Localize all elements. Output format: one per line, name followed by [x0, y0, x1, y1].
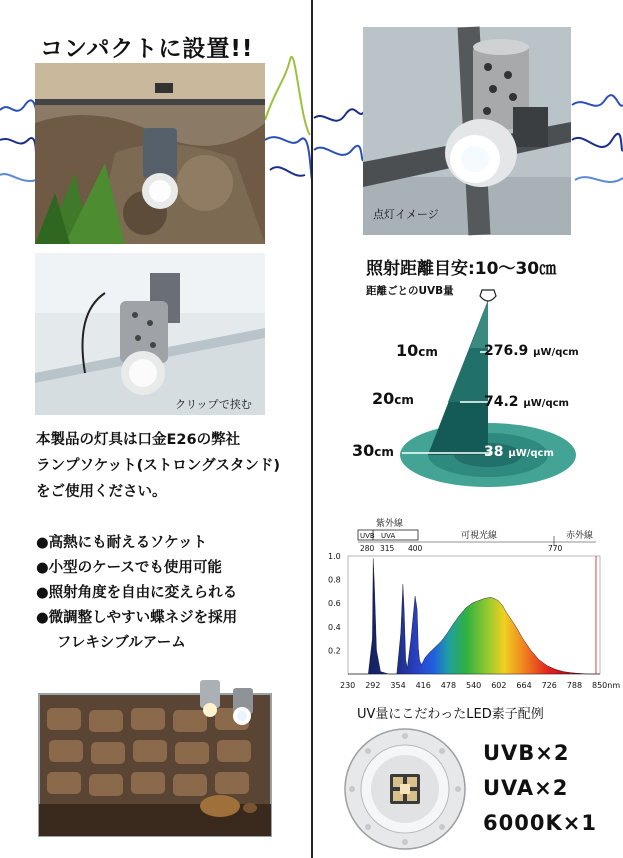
- x-tick-label: 850nm: [592, 681, 621, 690]
- x-tick-label: 726: [541, 681, 557, 690]
- feature-list: [36, 531, 308, 656]
- page-heading: コンパクトに設置!!: [40, 36, 254, 62]
- socket-note-line: 本製品の灯具は口金E26の弊社: [36, 432, 241, 448]
- band-tick-770: 770: [548, 544, 563, 553]
- band-label-uv: 紫外線: [376, 519, 404, 529]
- uvb-value-20: 74.2 μW/qcm: [484, 394, 569, 410]
- distance-label-30: 30cm: [352, 441, 394, 460]
- feature-item: ●高熱にも耐えるソケット: [36, 535, 207, 551]
- y-tick-label: 0.2: [328, 646, 341, 656]
- led-bulb-illustration: [342, 726, 468, 852]
- distance-subtitle: 距離ごとのUVB量: [366, 285, 454, 297]
- distance-label-20: 20cm: [372, 389, 414, 408]
- feature-item: ●微調整しやすい蝶ネジを採用: [36, 610, 238, 626]
- x-tick-label: 788: [566, 681, 583, 690]
- band-label-uva: UVA: [381, 532, 396, 540]
- socket-note: [36, 427, 308, 505]
- clip-caption: クリップで挟む: [175, 398, 252, 411]
- uvb-value-10: 276.9 μW/qcm: [484, 343, 579, 359]
- band-tick-280: 280: [360, 544, 375, 553]
- feature-item: フレキシブルアーム: [57, 635, 186, 651]
- x-tick-label: 540: [466, 681, 482, 690]
- band-tick-315: 315: [380, 544, 395, 553]
- feature-item: ●小型のケースでも使用可能: [36, 560, 222, 576]
- x-tick-label: 478: [440, 681, 457, 690]
- x-tick-label: 230: [340, 681, 356, 690]
- distance-label-10: 10cm: [396, 341, 438, 360]
- y-tick-label: 1.0: [328, 552, 341, 561]
- spectrum-area: [348, 558, 600, 674]
- spec-6000k: 6000K×1: [483, 811, 597, 835]
- band-label-uvb: UVB: [360, 532, 375, 540]
- spec-uvb: UVB×2: [483, 741, 570, 765]
- x-tick-label: 292: [365, 681, 381, 690]
- x-tick-label: 354: [390, 681, 406, 690]
- band-label-visible: 可視光線: [461, 531, 498, 541]
- spec-uva: UVA×2: [483, 776, 569, 800]
- socket-note-line: をご使用ください。: [36, 484, 167, 500]
- uvb-value-30: 38 μW/qcm: [484, 444, 554, 460]
- band-tick-400: 400: [408, 544, 423, 553]
- terrarium-tank-photo: [35, 680, 275, 840]
- x-tick-label: 416: [415, 681, 431, 690]
- lit-lamp-photo: [363, 27, 571, 235]
- bulb-icon: [480, 290, 496, 301]
- x-tick-label: 664: [516, 681, 532, 690]
- y-tick-label: 0.6: [328, 599, 341, 609]
- lit-lamp-caption: 点灯イメージ: [373, 208, 439, 221]
- x-tick-label: 602: [491, 681, 507, 690]
- band-label-ir: 赤外線: [566, 531, 594, 541]
- cone-band-2: [448, 300, 488, 402]
- socket-note-line: ランプソケット(ストロングスタンド): [36, 458, 280, 474]
- led-layout-title: UV量にこだわったLED素子配例: [357, 707, 544, 722]
- terrarium-lamp-photo: [35, 63, 265, 244]
- spectrum-chart: [326, 516, 621, 694]
- y-tick-label: 0.8: [328, 575, 341, 585]
- column-divider: [311, 0, 313, 858]
- clip-mount-photo: [35, 253, 265, 415]
- feature-item: ●照射角度を自由に変えられる: [36, 585, 238, 601]
- distance-title: 照射距離目安:10〜30㎝: [366, 259, 557, 279]
- y-tick-label: 0.4: [328, 622, 341, 632]
